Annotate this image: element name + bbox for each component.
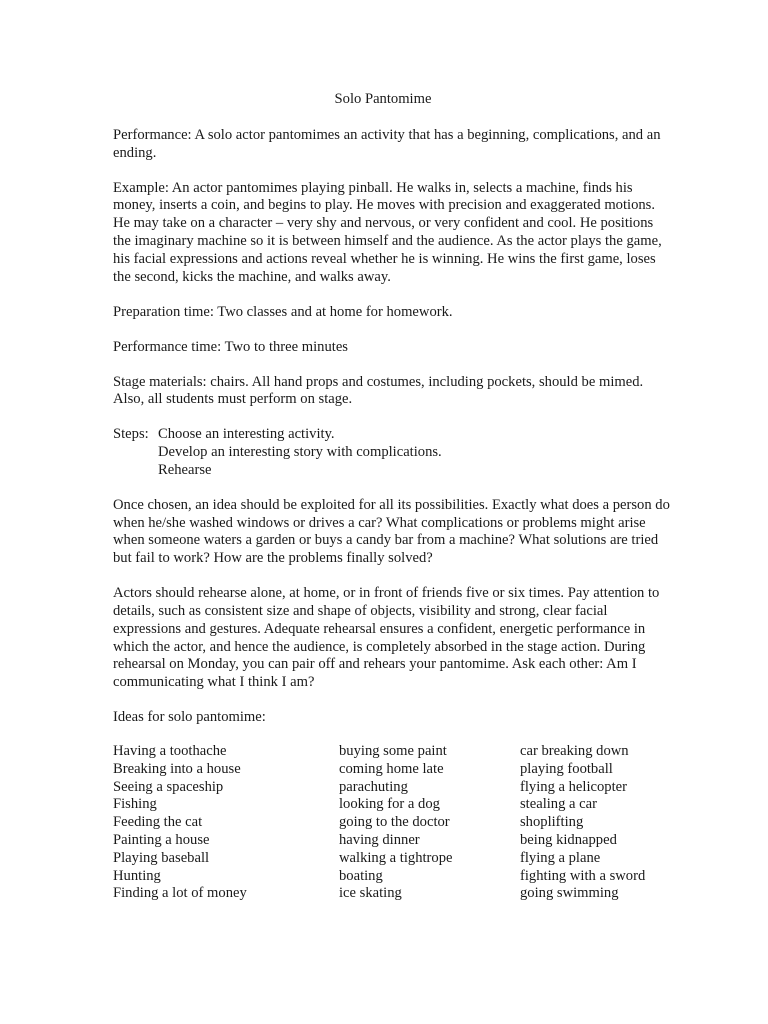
step-item: Choose an interesting activity. [158,426,335,443]
idea-item: being kidnapped [520,832,617,848]
idea-item: boating [339,867,383,884]
preparation-time: Preparation time: Two classes and at home for homework. [113,303,453,320]
idea-item: Breaking into a house [113,760,241,777]
idea-item: stealing a car [520,796,597,813]
idea-item: Seeing a spaceship [113,778,224,795]
idea-item: going to the doctor [339,814,450,831]
ideas-column-3 [520,743,645,903]
idea-item: having dinner [339,832,420,848]
idea-item: Feeding the cat [113,814,203,831]
idea-item: flying a plane [520,849,601,866]
rehearsal-paragraph: Actors should rehearse alone, at home, or in front of friends five or six times. Pay attention to details, such as consistent size and shape of objects, visibility and strong, clear facial expressions and gestures. Adequate rehearsal ensures a confident, energetic performance in which the actor, and hence the audience, is completely absorbed in the stage action. During rehearsal on Monday, you can pair off and rehears your pantomime. Ask each other: Am I communicating what I think I am? [113,585,660,691]
idea-item: Playing baseball [113,849,210,866]
stage-materials-paragraph: Stage materials: chairs. All hand props and costumes, including pockets, should be mimed. Also, all students must perform on stage. [113,373,644,408]
idea-item: flying a helicopter [520,778,627,795]
idea-item: Hunting [113,867,161,884]
idea-item: Painting a house [113,832,210,848]
idea-item: Fishing [113,796,157,813]
idea-item: going swimming [520,885,619,902]
document-page [113,91,673,903]
idea-item: buying some paint [339,743,447,760]
idea-item: coming home late [339,760,444,777]
idea-item: playing football [520,760,613,777]
example-paragraph: Example: An actor pantomimes playing pinball. He walks in, selects a machine, finds his money, inserts a coin, and begins to play. He moves with precision and exaggerated motions. He may take on a character – very shy and nervous, or very confident and cool. He positions the imaginary machine so it is between himself and the audience. As the actor plays the game, his facial expressions and actions reveal whether he is winning. He wins the first game, loses the second, kicks the machine, and walks away. [113,179,662,285]
idea-item: Having a toothache [113,743,227,760]
ideas-column-1 [113,743,247,903]
page-title: Solo Pantomime [334,91,432,107]
idea-item: looking for a dog [339,796,440,813]
idea-item: ice skating [339,885,402,902]
performance-time: Performance time: Two to three minutes [113,338,348,355]
steps-label: Steps: [113,426,149,443]
ideas-heading: Ideas for solo pantomime: [113,709,266,726]
idea-item: car breaking down [520,743,629,760]
step-item: Develop an interesting story with complications. [158,444,442,461]
performance-paragraph: Performance: A solo actor pantomimes an activity that has a beginning, complications, and an ending. [113,126,661,161]
ideas-list [113,743,673,903]
ideas-column-2 [339,743,452,903]
idea-item: walking a tightrope [339,849,453,866]
steps-list [113,426,673,479]
idea-item: fighting with a sword [520,867,646,884]
idea-item: shoplifting [520,814,584,831]
idea-item: parachuting [339,778,408,795]
idea-item: Finding a lot of money [113,885,247,902]
idea-exploration-paragraph: Once chosen, an idea should be exploited for all its possibilities. Exactly what does a person do when he/she washed windows or drives a car? What complications or problems might arise when someone waters a garden or buys a candy bar from a machine? What solutions are tried but fail to work? How are the problems finally solved? [113,496,670,567]
step-item: Rehearse [158,461,212,478]
